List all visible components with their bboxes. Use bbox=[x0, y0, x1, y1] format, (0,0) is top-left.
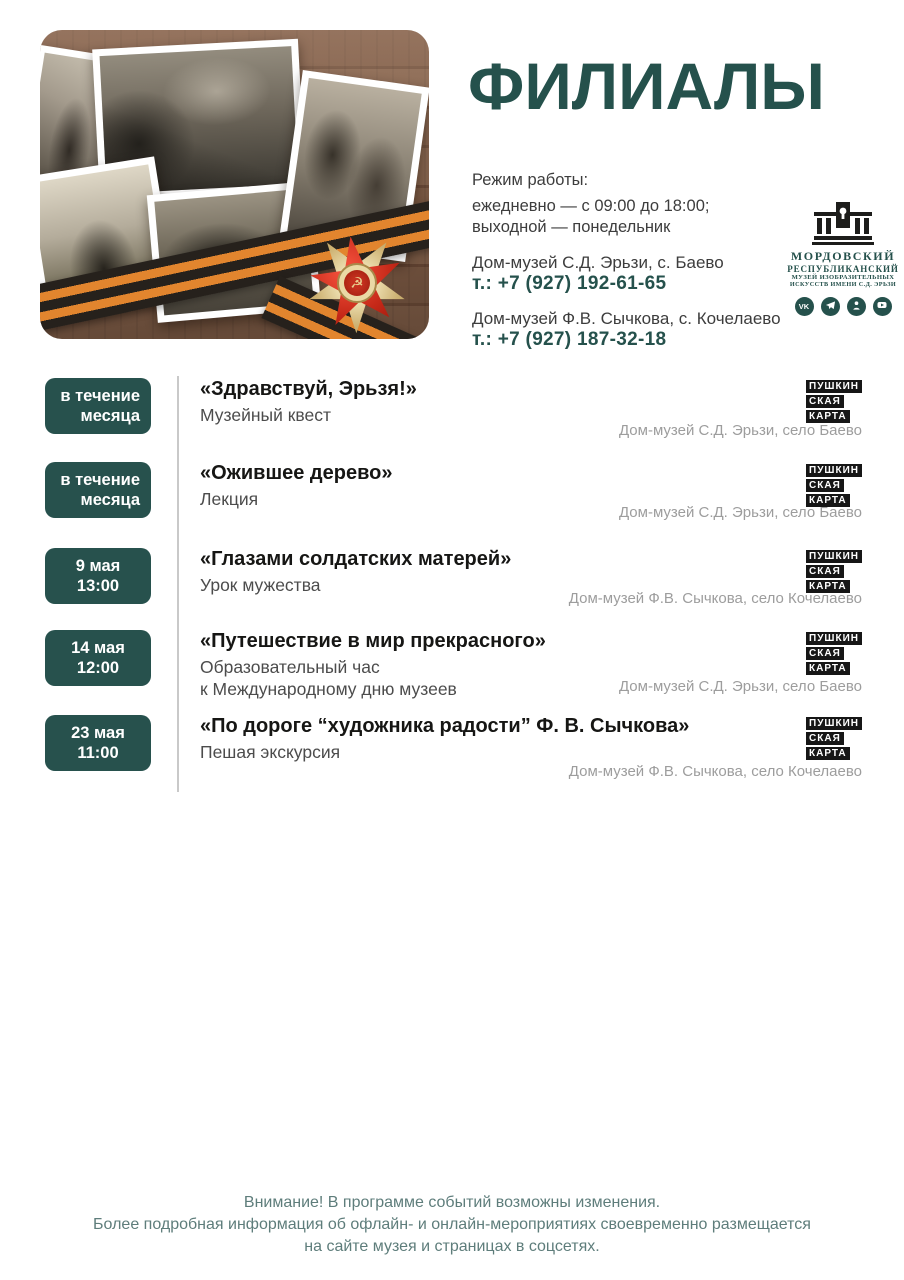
pushkin-card-badge bbox=[806, 550, 862, 593]
event-2-body bbox=[200, 462, 794, 510]
branch-erzya-name: Дом-музей С.Д. Эрьзи, с. Баево bbox=[472, 253, 724, 272]
vk-icon-label: VK bbox=[798, 302, 810, 311]
footer-line2: Более подробная информация об офлайн- и онлайн-мероприятиях своевременно размещается bbox=[93, 1216, 811, 1233]
museum-building-icon bbox=[812, 202, 874, 246]
vk-icon[interactable] bbox=[795, 297, 814, 316]
pushkin-card-line2: СКАЯ bbox=[806, 647, 844, 660]
pushkin-card-line1: ПУШКИН bbox=[806, 464, 862, 477]
event-1-location: Дом-музей С.Д. Эрьзи, село Баево bbox=[618, 422, 862, 439]
pushkin-card-line3: КАРТА bbox=[806, 662, 850, 675]
event-3-subtitle: Урок мужества bbox=[200, 575, 321, 595]
event-2-date-badge bbox=[45, 462, 151, 518]
branch-sychkov bbox=[472, 308, 782, 350]
event-2-title: «Ожившее дерево» bbox=[200, 462, 393, 484]
museum-logo bbox=[783, 202, 903, 316]
youtube-icon[interactable] bbox=[873, 297, 892, 316]
medal-center bbox=[337, 263, 377, 303]
event-row-2 bbox=[40, 462, 864, 542]
footer-notice bbox=[0, 1192, 904, 1258]
victory-order-medal bbox=[302, 228, 412, 338]
pushkin-card-line3: КАРТА bbox=[806, 410, 850, 423]
event-4-subtitle2: к Международному дню музеев bbox=[200, 679, 457, 699]
event-1-badge-line1: в течение bbox=[60, 387, 140, 405]
event-5-body bbox=[200, 715, 794, 763]
pushkin-card-line3: КАРТА bbox=[806, 747, 850, 760]
pushkin-card-badge bbox=[806, 464, 862, 507]
photo-collage bbox=[40, 30, 429, 339]
pushkin-card-line3: КАРТА bbox=[806, 580, 850, 593]
event-4-badge-line2: 12:00 bbox=[76, 659, 120, 677]
pushkin-card-badge bbox=[806, 632, 862, 675]
event-3-date-badge bbox=[45, 548, 151, 604]
event-4-badge-line1: 14 мая bbox=[71, 639, 125, 657]
pushkin-card-line2: СКАЯ bbox=[806, 732, 844, 745]
branch-erzya bbox=[472, 252, 782, 294]
event-2-badge-line1: в течение bbox=[60, 471, 140, 489]
event-2-location: Дом-музей С.Д. Эрьзи, село Баево bbox=[618, 504, 862, 521]
event-5-badge-line1: 23 мая bbox=[71, 724, 125, 742]
event-3-body bbox=[200, 548, 794, 596]
event-5-date-badge bbox=[45, 715, 151, 771]
info-block bbox=[472, 170, 782, 350]
event-2-subtitle: Лекция bbox=[200, 489, 259, 509]
pushkin-card-line2: СКАЯ bbox=[806, 479, 844, 492]
museum-logo-line4: ИСКУССТВ ИМЕНИ С.Д. ЭРЬЗИ bbox=[789, 281, 897, 288]
event-row-1 bbox=[40, 378, 864, 458]
museum-logo-line1: МОРДОВСКИЙ bbox=[790, 249, 896, 263]
schedule-hours: ежедневно — с 09:00 до 18:00; bbox=[472, 197, 710, 215]
footer-line3: на сайте музея и страницах в соцсетях. bbox=[304, 1238, 600, 1255]
pushkin-card-line1: ПУШКИН bbox=[806, 380, 862, 393]
event-row-3 bbox=[40, 548, 864, 628]
pushkin-card-line1: ПУШКИН bbox=[806, 632, 862, 645]
social-icons bbox=[783, 297, 903, 316]
event-1-badge-line2: месяца bbox=[80, 407, 140, 425]
schedule-label: Режим работы: bbox=[472, 171, 589, 189]
event-1-title: «Здравствуй, Эрьзя!» bbox=[200, 378, 417, 400]
event-1-subtitle: Музейный квест bbox=[200, 405, 331, 425]
event-4-title: «Путешествие в мир прекрасного» bbox=[200, 630, 546, 652]
event-5-subtitle: Пешая экскурсия bbox=[200, 742, 341, 762]
museum-logo-line3: МУЗЕЙ ИЗОБРАЗИТЕЛЬНЫХ bbox=[791, 274, 895, 281]
event-1-body bbox=[200, 378, 794, 426]
footer-line1: Внимание! В программе событий возможны изменения. bbox=[243, 1194, 661, 1211]
event-3-badge-line1: 9 мая bbox=[75, 557, 121, 575]
event-4-location: Дом-музей С.Д. Эрьзи, село Баево bbox=[618, 678, 862, 695]
pushkin-card-line3: КАРТА bbox=[806, 494, 850, 507]
page-title: ФИЛИАЛЫ bbox=[468, 49, 825, 123]
event-4-subtitle: Образовательный час bbox=[200, 657, 380, 677]
event-5-location: Дом-музей Ф.В. Сычкова, село Кочелаево bbox=[568, 763, 862, 780]
branch-sychkov-name: Дом-музей Ф.В. Сычкова, с. Кочелаево bbox=[472, 309, 781, 328]
telegram-icon[interactable] bbox=[821, 297, 840, 316]
event-4-date-badge bbox=[45, 630, 151, 686]
pushkin-card-badge bbox=[806, 380, 862, 423]
museum-logo-line2: РЕСПУБЛИКАНСКИЙ bbox=[787, 264, 899, 274]
event-5-title: «По дороге “художника радости” Ф. В. Сычкова» bbox=[200, 715, 690, 737]
event-row-5 bbox=[40, 715, 864, 795]
event-1-date-badge bbox=[45, 378, 151, 434]
event-5-badge-line2: 11:00 bbox=[77, 744, 119, 762]
events-list bbox=[40, 376, 864, 796]
hammer-sickle-icon: ☭ bbox=[344, 270, 370, 296]
pushkin-card-line1: ПУШКИН bbox=[806, 717, 862, 730]
ok-icon[interactable] bbox=[847, 297, 866, 316]
event-row-4 bbox=[40, 630, 864, 710]
schedule-day-off: выходной — понедельник bbox=[472, 218, 671, 236]
event-3-title: «Глазами солдатских матерей» bbox=[200, 548, 512, 570]
pushkin-card-line2: СКАЯ bbox=[806, 395, 844, 408]
pushkin-card-line2: СКАЯ bbox=[806, 565, 844, 578]
event-3-badge-line2: 13:00 bbox=[76, 577, 120, 595]
branch-sychkov-phone[interactable]: т.: +7 (927) 187-32-18 bbox=[472, 329, 667, 350]
pushkin-card-line1: ПУШКИН bbox=[806, 550, 862, 563]
pushkin-card-badge bbox=[806, 717, 862, 760]
branch-erzya-phone[interactable]: т.: +7 (927) 192-61-65 bbox=[472, 273, 667, 294]
event-3-location: Дом-музей Ф.В. Сычкова, село Кочелаево bbox=[568, 590, 862, 607]
event-2-badge-line2: месяца bbox=[80, 491, 140, 509]
